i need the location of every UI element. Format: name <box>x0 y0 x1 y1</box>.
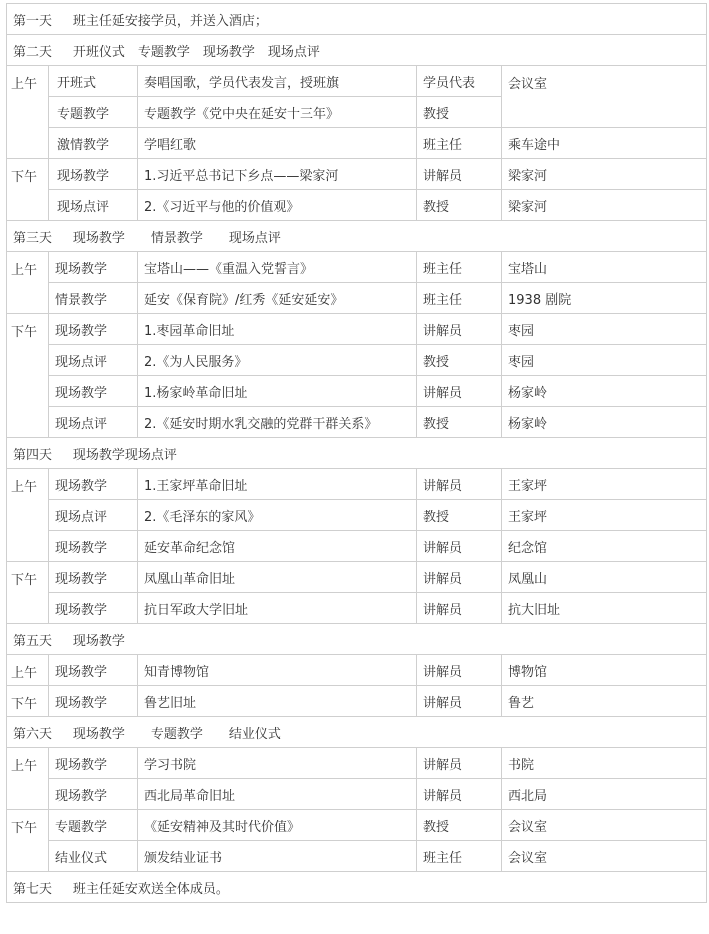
session-person: 讲解员 <box>417 655 502 686</box>
day-header-row <box>7 35 707 66</box>
table-row <box>7 283 707 314</box>
session-place: 会议室 <box>502 810 707 841</box>
table-row <box>7 469 707 500</box>
session-type: 现场教学 <box>49 655 138 686</box>
day-title: 第一天 <box>13 13 53 29</box>
session-type: 激情教学 <box>49 128 138 159</box>
session-person: 教授 <box>417 345 502 376</box>
day-header <box>7 872 707 903</box>
session-place: 抗大旧址 <box>502 593 707 624</box>
table-row <box>7 376 707 407</box>
session-type: 现场教学 <box>49 469 138 500</box>
session-place: 会议室 <box>502 66 707 128</box>
day-description: 开班仪式 专题教学 现场教学 现场点评 <box>72 44 320 60</box>
period-cell: 下午 <box>7 314 49 438</box>
session-content: 1.王家坪革命旧址 <box>138 469 417 500</box>
schedule-table <box>6 3 707 903</box>
session-content: 颁发结业证书 <box>138 841 417 872</box>
session-content: 专题教学《党中央在延安十三年》 <box>138 97 417 128</box>
session-type: 专题教学 <box>49 810 138 841</box>
session-place: 书院 <box>502 748 707 779</box>
session-type: 现场教学 <box>49 748 138 779</box>
day-header-row <box>7 717 707 748</box>
session-person: 讲解员 <box>417 469 502 500</box>
session-content: 延安革命纪念馆 <box>138 531 417 562</box>
session-place: 乘车途中 <box>502 128 707 159</box>
period-cell: 下午 <box>7 562 49 624</box>
period-cell: 上午 <box>7 469 49 562</box>
session-person: 班主任 <box>417 283 502 314</box>
session-place: 王家坪 <box>502 500 707 531</box>
session-place: 宝塔山 <box>502 252 707 283</box>
session-place: 杨家岭 <box>502 407 707 438</box>
session-place: 西北局 <box>502 779 707 810</box>
session-person: 班主任 <box>417 128 502 159</box>
day-title: 第七天 <box>13 881 53 897</box>
session-type: 现场教学 <box>49 531 138 562</box>
session-person: 讲解员 <box>417 531 502 562</box>
session-type: 专题教学 <box>49 97 138 128</box>
table-row <box>7 841 707 872</box>
session-content: 宝塔山——《重温入党誓言》 <box>138 252 417 283</box>
session-type: 现场教学 <box>49 686 138 717</box>
session-person: 班主任 <box>417 252 502 283</box>
session-content: 1.习近平总书记下乡点——梁家河 <box>138 159 417 190</box>
period-cell: 上午 <box>7 252 49 314</box>
day-header-row <box>7 221 707 252</box>
session-place: 凤凰山 <box>502 562 707 593</box>
table-row <box>7 655 707 686</box>
session-content: 2.《毛泽东的家风》 <box>138 500 417 531</box>
period-cell: 下午 <box>7 159 49 221</box>
period-cell: 下午 <box>7 810 49 872</box>
day-header-row <box>7 872 707 903</box>
session-type: 现场教学 <box>49 593 138 624</box>
session-person: 教授 <box>417 810 502 841</box>
day-header <box>7 35 707 66</box>
session-place: 博物馆 <box>502 655 707 686</box>
day-header-row <box>7 438 707 469</box>
day-title: 第二天 <box>13 44 53 60</box>
session-place: 会议室 <box>502 841 707 872</box>
session-place: 鲁艺 <box>502 686 707 717</box>
session-type: 现场点评 <box>49 407 138 438</box>
table-row <box>7 407 707 438</box>
day-header <box>7 717 707 748</box>
session-person: 教授 <box>417 97 502 128</box>
session-content: 西北局革命旧址 <box>138 779 417 810</box>
session-type: 现场点评 <box>49 500 138 531</box>
table-row <box>7 593 707 624</box>
session-type: 现场教学 <box>49 562 138 593</box>
session-content: 延安《保育院》/红秀《延安延安》 <box>138 283 417 314</box>
day-description: 现场教学 情景教学 现场点评 <box>72 230 281 246</box>
session-person: 讲解员 <box>417 314 502 345</box>
day-header-row <box>7 624 707 655</box>
day-title: 第三天 <box>13 230 53 246</box>
table-row <box>7 66 707 97</box>
period-cell: 下午 <box>7 686 49 717</box>
session-place: 杨家岭 <box>502 376 707 407</box>
day-header <box>7 438 707 469</box>
session-type: 现场教学 <box>49 779 138 810</box>
table-row <box>7 159 707 190</box>
day-header <box>7 221 707 252</box>
session-content: 奏唱国歌，学员代表发言，授班旗 <box>138 66 417 97</box>
table-row <box>7 252 707 283</box>
day-header <box>7 4 707 35</box>
session-person: 教授 <box>417 190 502 221</box>
session-person: 教授 <box>417 500 502 531</box>
session-person: 讲解员 <box>417 779 502 810</box>
session-place: 枣园 <box>502 345 707 376</box>
session-content: 1.杨家岭革命旧址 <box>138 376 417 407</box>
day-title: 第五天 <box>13 633 53 649</box>
day-header <box>7 624 707 655</box>
table-row <box>7 531 707 562</box>
table-row <box>7 190 707 221</box>
table-row <box>7 562 707 593</box>
session-content: 抗日军政大学旧址 <box>138 593 417 624</box>
session-type: 开班式 <box>49 66 138 97</box>
session-place: 纪念馆 <box>502 531 707 562</box>
session-person: 讲解员 <box>417 376 502 407</box>
session-type: 情景教学 <box>49 283 138 314</box>
session-content: 学习书院 <box>138 748 417 779</box>
day-title: 第四天 <box>13 447 53 463</box>
session-person: 班主任 <box>417 841 502 872</box>
table-row <box>7 500 707 531</box>
session-content: 2.《为人民服务》 <box>138 345 417 376</box>
session-type: 现场点评 <box>49 345 138 376</box>
table-row <box>7 686 707 717</box>
day-title: 第六天 <box>13 726 53 742</box>
session-person: 讲解员 <box>417 159 502 190</box>
period-cell: 上午 <box>7 748 49 810</box>
session-place: 梁家河 <box>502 190 707 221</box>
period-cell: 上午 <box>7 655 49 686</box>
session-place: 梁家河 <box>502 159 707 190</box>
table-row <box>7 128 707 159</box>
table-row <box>7 345 707 376</box>
session-content: 鲁艺旧址 <box>138 686 417 717</box>
session-person: 讲解员 <box>417 748 502 779</box>
session-place: 1938 剧院 <box>502 283 707 314</box>
session-person: 讲解员 <box>417 686 502 717</box>
day-header-row <box>7 4 707 35</box>
table-row <box>7 779 707 810</box>
session-type: 结业仪式 <box>49 841 138 872</box>
session-content: 学唱红歌 <box>138 128 417 159</box>
day-description: 现场教学 <box>72 633 125 649</box>
session-person: 学员代表 <box>417 66 502 97</box>
session-content: 1.枣园革命旧址 <box>138 314 417 345</box>
session-content: 2.《习近平与他的价值观》 <box>138 190 417 221</box>
session-person: 教授 <box>417 407 502 438</box>
session-type: 现场教学 <box>49 314 138 345</box>
session-content: 凤凰山革命旧址 <box>138 562 417 593</box>
session-content: 2.《延安时期水乳交融的党群干群关系》 <box>138 407 417 438</box>
table-row <box>7 748 707 779</box>
period-cell: 上午 <box>7 66 49 159</box>
session-person: 讲解员 <box>417 562 502 593</box>
table-row <box>7 314 707 345</box>
day-description: 现场教学 专题教学 结业仪式 <box>72 726 281 742</box>
day-description: 现场教学现场点评 <box>72 447 177 463</box>
session-person: 讲解员 <box>417 593 502 624</box>
session-type: 现场教学 <box>49 159 138 190</box>
session-content: 知青博物馆 <box>138 655 417 686</box>
day-description: 班主任延安接学员，并送入酒店； <box>72 13 268 29</box>
session-type: 现场教学 <box>49 376 138 407</box>
session-place: 王家坪 <box>502 469 707 500</box>
session-content: 《延安精神及其时代价值》 <box>138 810 417 841</box>
day-description: 班主任延安欢送全体成员。 <box>72 881 229 897</box>
table-row <box>7 810 707 841</box>
session-place: 枣园 <box>502 314 707 345</box>
session-type: 现场教学 <box>49 252 138 283</box>
session-type: 现场点评 <box>49 190 138 221</box>
